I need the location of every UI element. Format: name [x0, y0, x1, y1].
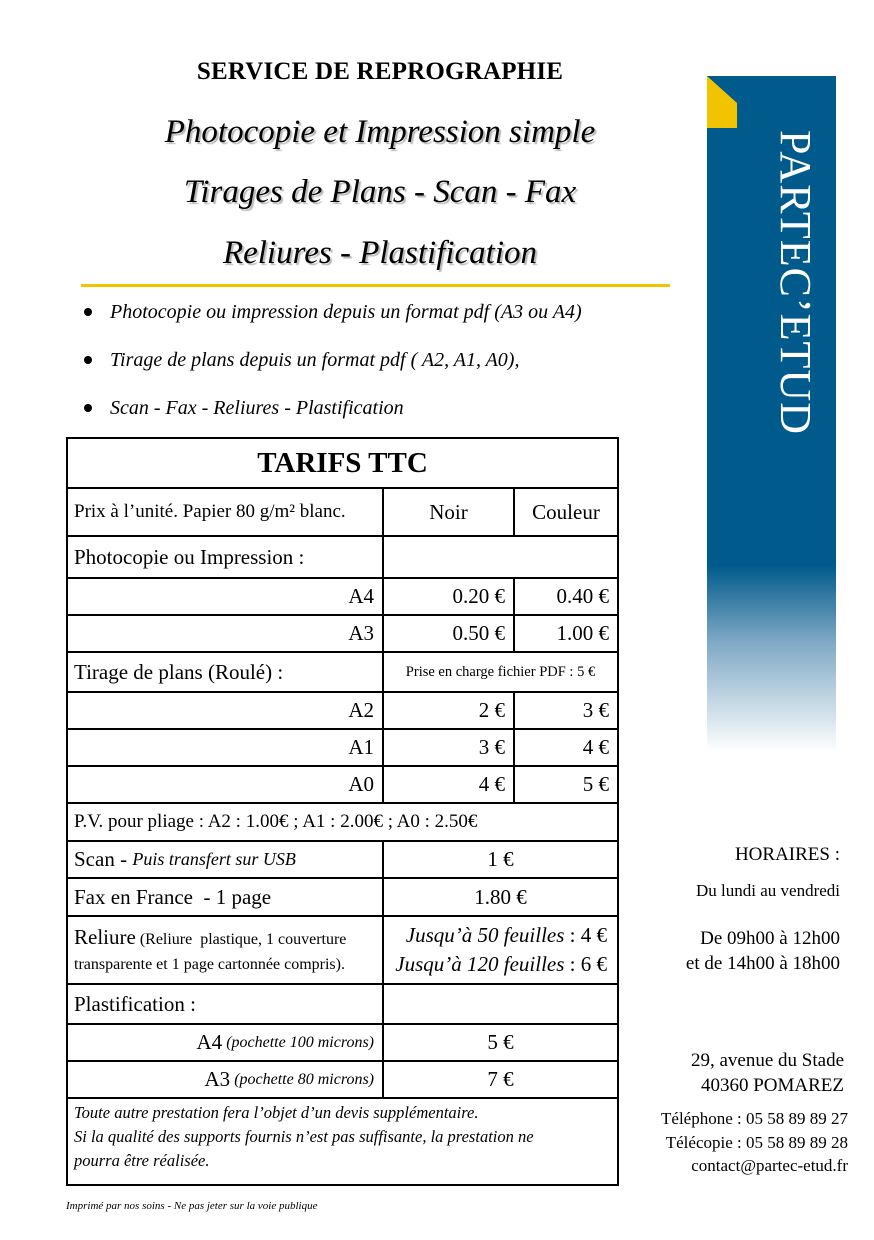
table-title: TARIFS TTC [68, 439, 617, 489]
horaires-morning: De 09h00 à 12h00 [700, 928, 840, 949]
note-line-2: Si la qualité des supports fournis n’est pas suffisante, la prestation ne [74, 1127, 534, 1146]
plans-label: Tirage de plans (Roulé) : [68, 653, 384, 693]
yellow-divider [81, 284, 670, 287]
plans-a2-couleur: 3 € [515, 693, 617, 730]
table-note [68, 1099, 617, 1184]
reliure-label [68, 917, 384, 985]
photocopie-label: Photocopie ou Impression : [68, 537, 384, 579]
footer-note: Imprimé par nos soins - Ne pas jeter sur la voie publique [66, 1200, 318, 1212]
tariff-table [66, 437, 619, 1186]
fax-price: 1.80 € [384, 879, 617, 917]
photocopie-a4-couleur: 0.40 € [515, 579, 617, 616]
list-item: Scan - Fax - Reliures - Plastification [80, 394, 680, 442]
reliure-title: Reliure [74, 925, 136, 949]
plastif-label: Plastification : [68, 985, 384, 1025]
reliure-50-price: : 4 € [564, 923, 607, 947]
photocopie-a4-size: A4 [68, 579, 384, 616]
scan-label [68, 842, 384, 879]
header-unit-price: Prix à l’unité. Papier 80 g/m² blanc. [68, 489, 384, 537]
reliure-detail-2: transparente et 1 page cartonnée compris). [74, 956, 345, 973]
plans-a0-size: A0 [68, 767, 384, 804]
plans-pdf-note: Prise en charge fichier PDF : 5 € [384, 653, 617, 693]
subtitle-line-1: Photocopie et Impression simple [164, 114, 596, 150]
subtitle-line-3: Reliures - Plastification [222, 235, 538, 271]
horaires-title: HORAIRES : [734, 844, 840, 865]
note-line-1: Toute autre prestation fera l’objet d’un devis supplémentaire. [74, 1103, 479, 1122]
subtitle-line-2: Tirages de Plans - Scan - Fax [183, 174, 577, 210]
note-line-3: pourra être réalisée. [74, 1151, 210, 1170]
reliure-120-price: : 6 € [564, 952, 607, 976]
plans-a0-couleur: 5 € [515, 767, 617, 804]
plastif-a4-detail: (pochette 100 microns) [222, 1033, 374, 1051]
plastif-a4-size: A4 [196, 1030, 223, 1054]
contact-fax: Télécopie : 05 58 89 89 28 [665, 1133, 848, 1152]
plastif-a4-price: 5 € [384, 1025, 617, 1062]
plastif-a4-label [68, 1025, 384, 1062]
list-item: Photocopie ou impression depuis un format pdf (A3 ou A4) [80, 298, 680, 346]
header-noir: Noir [384, 489, 515, 537]
plans-a2-noir: 2 € [384, 693, 515, 730]
scan-price: 1 € [384, 842, 617, 879]
plans-a2-size: A2 [68, 693, 384, 730]
reliure-50-label: Jusqu’à 50 feuilles [405, 923, 565, 947]
photocopie-a3-size: A3 [68, 616, 384, 653]
horaires-days: Du lundi au vendredi [696, 881, 840, 900]
contact-email: contact@partec-etud.fr [691, 1156, 848, 1175]
plastif-a3-price: 7 € [384, 1062, 617, 1099]
plastif-a3-detail: (pochette 80 microns) [230, 1070, 374, 1088]
horaires-afternoon: et de 14h00 à 18h00 [685, 953, 840, 974]
page-title: SERVICE DE REPROGRAPHIE [196, 58, 564, 85]
brand-name: PARTEC’ETUD [771, 130, 820, 435]
photocopie-a4-noir: 0.20 € [384, 579, 515, 616]
address-line-1: 29, avenue du Stade [690, 1050, 844, 1071]
fax-label: Fax en France - 1 page [68, 879, 384, 917]
pliage-row: P.V. pour pliage : A2 : 1.00€ ; A1 : 2.00€ ; A0 : 2.50€ [68, 804, 617, 842]
header-couleur: Couleur [515, 489, 617, 537]
services-list [80, 298, 680, 442]
plastif-a3-label [68, 1062, 384, 1099]
scan-detail: Puis transfert sur USB [132, 849, 296, 869]
contact-phone: Téléphone : 05 58 89 89 27 [661, 1109, 848, 1128]
plastif-a3-size: A3 [204, 1067, 231, 1091]
list-item: Tirage de plans depuis un format pdf ( A2, A1, A0), [80, 346, 680, 394]
reliure-prices [384, 917, 617, 985]
reliure-detail-1: (Reliure plastique, 1 couverture [135, 931, 347, 948]
plans-a1-couleur: 4 € [515, 730, 617, 767]
photocopie-empty [384, 537, 617, 579]
plans-a0-noir: 4 € [384, 767, 515, 804]
plans-a1-noir: 3 € [384, 730, 515, 767]
plastif-empty [384, 985, 617, 1025]
plans-a1-size: A1 [68, 730, 384, 767]
address-line-2: 40360 POMAREZ [700, 1075, 844, 1096]
photocopie-a3-couleur: 1.00 € [515, 616, 617, 653]
photocopie-a3-noir: 0.50 € [384, 616, 515, 653]
scan-title: Scan - [74, 847, 133, 871]
reliure-120-label: Jusqu’à 120 feuilles [395, 952, 565, 976]
